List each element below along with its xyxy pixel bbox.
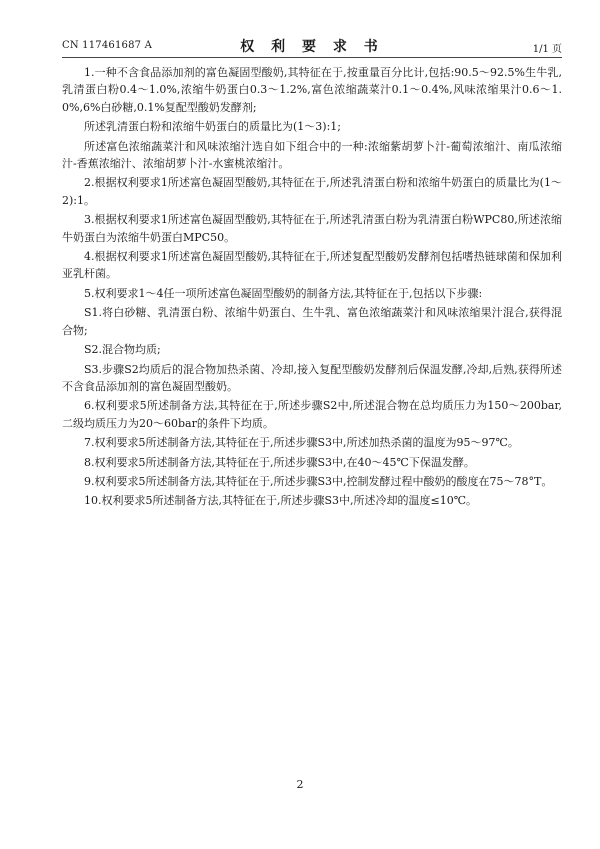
- claim-9: 9.权利要求5所述制备方法,其特征在于,所述步骤S3中,控制发酵过程中酸奶的酸度在75～78°T。: [84, 474, 553, 488]
- claim-5-step-s1: S1.将白砂糖、乳清蛋白粉、浓缩牛奶蛋白、生牛乳、富色浓缩蔬菜汁和风味浓缩果汁混合,获得混合物;: [62, 306, 562, 337]
- claim-1: 1.一种不含食品添加剂的富色凝固型酸奶,其特征在于,按重量百分比计,包括:90.5～92.5%生牛乳,乳清蛋白粉0.4～1.0%,浓缩牛奶蛋白0.3～1.2%,富色浓缩蔬菜汁0.1～0.4%,风味浓缩果汁0.6～1.0%,6%白砂糖,0.1%复配型酸奶发酵剂;: [62, 66, 562, 114]
- claims-body: [62, 64, 562, 512]
- page-indicator: 1/1 页: [532, 44, 562, 55]
- claim-4: 4.根据权利要求1所述富色凝固型酸奶,其特征在于,所述复配型酸奶发酵剂包括嗜热链球菌和保加利亚乳杆菌。: [62, 250, 562, 281]
- claim-5: 5.权利要求1～4任一项所述富色凝固型酸奶的制备方法,其特征在于,包括以下步骤:: [84, 286, 483, 300]
- claim-1-protein-ratio: 所述乳清蛋白粉和浓缩牛奶蛋白的质量比为(1～3):1;: [84, 120, 341, 134]
- claim-1-juice-combinations: 所述富色浓缩蔬菜汁和风味浓缩汁选自如下组合中的一种:浓缩紫胡萝卜汁-葡萄浓缩汁、南瓜浓缩汁-香蕉浓缩汁、浓缩胡萝卜汁-水蜜桃浓缩汁。: [62, 139, 562, 171]
- claim-8: 8.权利要求5所述制备方法,其特征在于,所述步骤S3中,在40～45℃下保温发酵。: [84, 455, 475, 469]
- claim-2: 2.根据权利要求1所述富色凝固型酸奶,其特征在于,所述乳清蛋白粉和浓缩牛奶蛋白的质量比为(1～2):1。: [62, 176, 562, 207]
- document-number: CN 117461687 A: [62, 40, 153, 51]
- page-title: 权 利 要 求 书: [240, 39, 384, 55]
- header-divider: [62, 57, 562, 58]
- page-number: 2: [296, 778, 304, 791]
- claim-5-step-s3: S3.步骤S2均质后的混合物加热杀菌、冷却,接入复配型酸奶发酵剂后保温发酵,冷却,后熟,获得所述不含食品添加剂的富色凝固型酸奶。: [62, 362, 562, 393]
- claim-10: 10.权利要求5所述制备方法,其特征在于,所述步骤S3中,所述冷却的温度≤10℃。: [84, 494, 478, 508]
- claim-6: 6.权利要求5所述制备方法,其特征在于,所述步骤S2中,所述混合物在总均质压力为150～200bar,二级均质压力为20～60bar的条件下均质。: [62, 399, 562, 430]
- claim-3: 3.根据权利要求1所述富色凝固型酸奶,其特征在于,所述乳清蛋白粉为乳清蛋白粉WPC80,所述浓缩牛奶蛋白为浓缩牛奶蛋白MPC50。: [62, 213, 562, 244]
- claim-7: 7.权利要求5所述制备方法,其特征在于,所述步骤S3中,所述加热杀菌的温度为95～97℃。: [84, 436, 519, 450]
- claim-5-step-s2: S2.混合物均质;: [84, 343, 161, 357]
- page-header: [62, 36, 562, 56]
